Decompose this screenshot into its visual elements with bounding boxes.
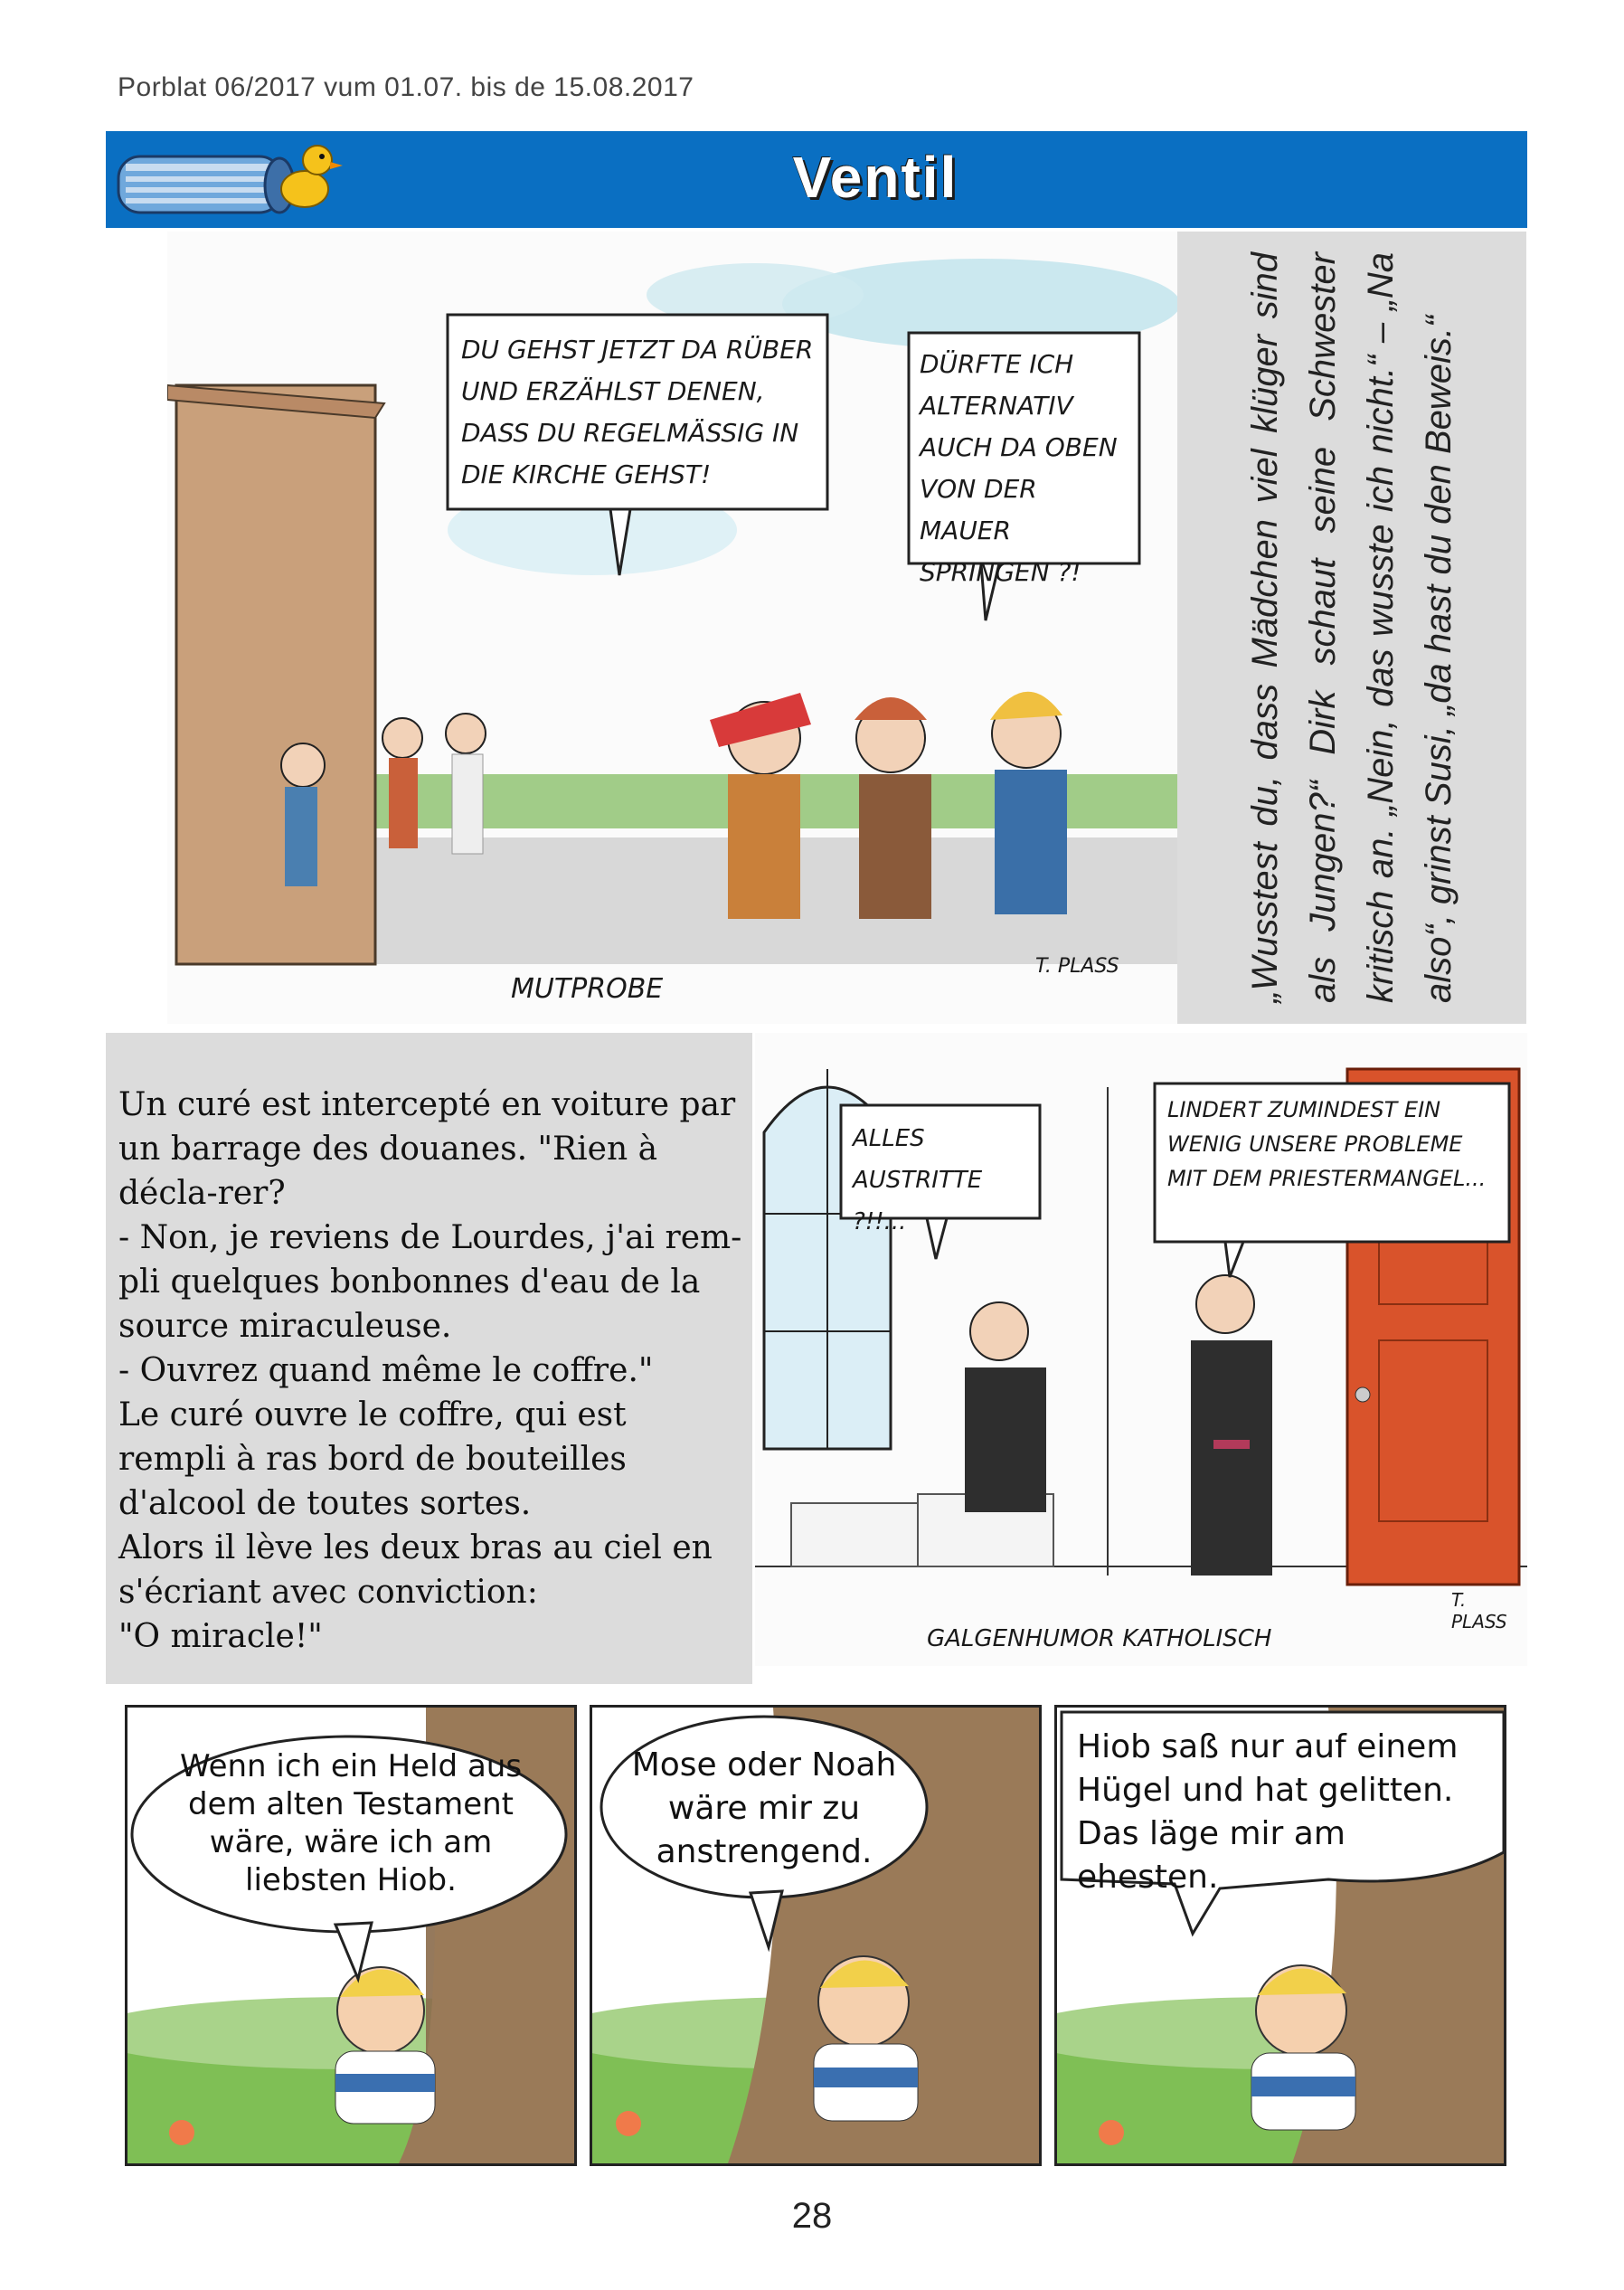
cartoon-galgenhumor	[755, 1033, 1527, 1666]
caption-mutprobe: MUTPROBE	[511, 973, 664, 1005]
joke-box	[106, 1033, 752, 1684]
bubble-galgenhumor-right: LINDERT ZUMINDEST EIN WENIG UNSERE PROBLEME MIT DEM PRIESTERMANGEL...	[1167, 1097, 1487, 1191]
cartoon-mutprobe	[167, 232, 1177, 1024]
strip-bubble-1: Wenn ich ein Held aus dem alten Testament wäre, wäre ich am liebsten Hiob.	[179, 1748, 523, 1898]
comic-strip	[125, 1705, 1506, 2166]
issue-meta: Porblat 06/2017 vum 01.07. bis de 15.08.2017	[118, 72, 694, 102]
joke-text: Un curé est intercepté en voiture par un barrage des douanes. "Rien à décla-rer? - Non, je reviens de Lourdes, j'ai rem-pli quelques bonbonnes d'eau de la source miraculeuse. - Ouvrez quand même le coffre." Le curé ouvre le coffre, qui est rempli à ras bord de bouteilles d'alcool de toutes sortes. Alors il lève les deux bras au ciel en s'écriant avec conviction: "O miracle!"	[118, 1086, 742, 1655]
signature-mutprobe: T. PLASS	[1035, 955, 1119, 978]
strip-panel-2	[590, 1705, 1042, 2166]
section-banner	[106, 131, 1527, 228]
caption-galgenhumor: GALGENHUMOR KATHOLISCH	[927, 1625, 1272, 1652]
section-title: Ventil	[792, 145, 958, 210]
bubble-galgenhumor-left: ALLES AUSTRITTE ?!!...	[853, 1125, 983, 1235]
strip-panel-1	[125, 1705, 577, 2166]
strip-panel-3	[1054, 1705, 1506, 2166]
side-quote-text: „Wusstest du, dass Mädchen viel klüger sind als Jungen?“ Dirk schaut seine Schwester kritisch an. „Nein, das wusste ich nicht.“ – „Na also“, grinst Susi, „da hast du den Beweis.“	[1245, 252, 1459, 1003]
bubble-mutprobe-right: DÜRFTE ICH ALTERNATIV AUCH DA OBEN VON DER MAUER SPRINGEN ?!	[920, 349, 1118, 587]
bubble-mutprobe-left: DU GEHST JETZT DA RÜBER UND ERZÄHLST DENEN, DASS DU REGELMÄSSIG IN DIE KIRCHE GEHST!	[461, 335, 814, 489]
side-quote-box	[1177, 232, 1526, 1024]
signature-galgenhumor: T. PLASS	[1451, 1589, 1507, 1632]
page-number: 28	[791, 2196, 833, 2236]
strip-bubble-2: Mose oder Noah wäre mir zu anstrengend.	[631, 1746, 897, 1870]
strip-bubble-3: Hiob saß nur auf einem Hügel und hat gelitten. Das läge mir am ehesten.	[1077, 1728, 1459, 1896]
